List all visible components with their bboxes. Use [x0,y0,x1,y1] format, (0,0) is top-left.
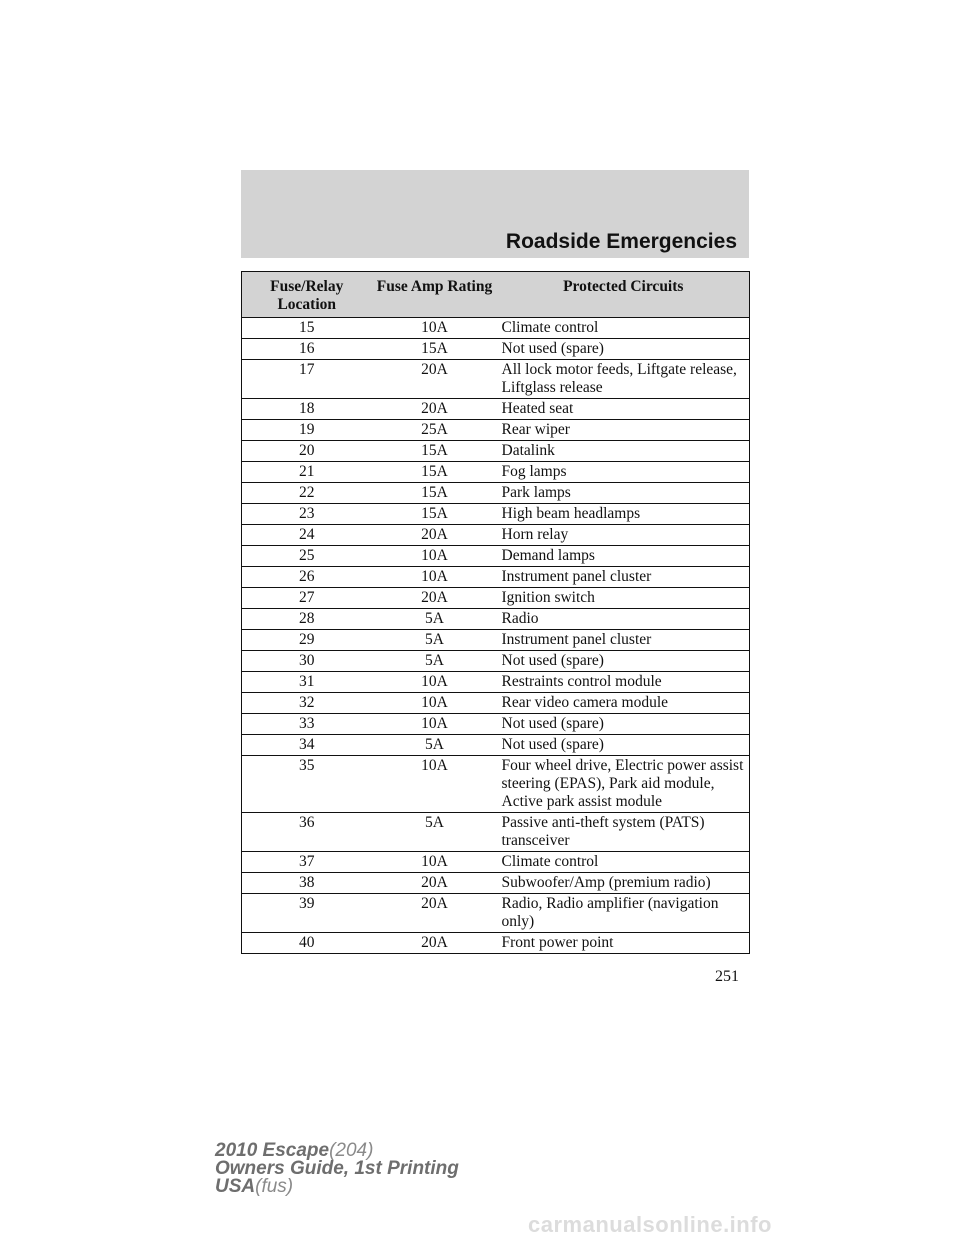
table-row [242,693,750,714]
cell-circuits: Park lamps [498,483,750,504]
cell-circuits: Datalink [498,441,750,462]
cell-rating: 15A [372,483,498,504]
cell-location: 31 [242,672,372,693]
footer-market: USA [215,1176,256,1197]
cell-circuits: Not used (spare) [498,339,750,360]
cell-location: 39 [242,894,372,933]
table-row [242,873,750,894]
cell-rating: 5A [372,609,498,630]
cell-location: 29 [242,630,372,651]
cell-location: 35 [242,756,372,813]
cell-circuits: Four wheel drive, Electric power assist steering (EPAS), Park aid module, Active park assist module [498,756,750,813]
cell-rating: 5A [372,735,498,756]
cell-rating: 20A [372,873,498,894]
cell-location: 18 [242,399,372,420]
table-row [242,441,750,462]
cell-circuits: Climate control [498,852,750,873]
cell-location: 17 [242,360,372,399]
cell-location: 27 [242,588,372,609]
cell-location: 40 [242,933,372,954]
table-row [242,546,750,567]
footer-line-3 [215,1178,459,1196]
footer-model-code: (204) [329,1140,374,1161]
cell-circuits: High beam headlamps [498,504,750,525]
cell-rating: 15A [372,339,498,360]
cell-rating: 20A [372,588,498,609]
column-header-rating: Fuse Amp Rating [372,272,498,318]
table-row [242,933,750,954]
cell-circuits: Fog lamps [498,462,750,483]
cell-circuits: All lock motor feeds, Liftgate release, Liftglass release [498,360,750,399]
cell-location: 21 [242,462,372,483]
cell-rating: 20A [372,894,498,933]
cell-location: 20 [242,441,372,462]
table-row [242,714,750,735]
fuse-table [241,271,750,954]
table-body [242,318,750,954]
column-header-circuits: Protected Circuits [498,272,750,318]
section-header-band [241,170,749,258]
table-row [242,504,750,525]
cell-location: 36 [242,813,372,852]
table-row [242,567,750,588]
cell-circuits: Not used (spare) [498,714,750,735]
cell-circuits: Heated seat [498,399,750,420]
cell-rating: 20A [372,525,498,546]
cell-circuits: Rear wiper [498,420,750,441]
cell-rating: 5A [372,813,498,852]
watermark: carmanualsonline.info [528,1212,772,1237]
cell-circuits: Instrument panel cluster [498,630,750,651]
cell-location: 23 [242,504,372,525]
cell-rating: 10A [372,567,498,588]
cell-circuits: Radio, Radio amplifier (navigation only) [498,894,750,933]
footer-market-code: (fus) [255,1176,294,1197]
cell-circuits: Rear video camera module [498,693,750,714]
table-row [242,462,750,483]
cell-circuits: Subwoofer/Amp (premium radio) [498,873,750,894]
cell-circuits: Radio [498,609,750,630]
footer-line-2: Owners Guide, 1st Printing [215,1158,459,1179]
table-header-row [242,272,750,318]
cell-rating: 15A [372,504,498,525]
cell-location: 33 [242,714,372,735]
cell-location: 30 [242,651,372,672]
section-title: Roadside Emergencies [505,230,737,253]
cell-circuits: Instrument panel cluster [498,567,750,588]
table-row [242,609,750,630]
table-row [242,525,750,546]
table-row [242,852,750,873]
cell-location: 28 [242,609,372,630]
table-row [242,735,750,756]
cell-rating: 20A [372,360,498,399]
cell-location: 25 [242,546,372,567]
cell-circuits: Passive anti-theft system (PATS) transceiver [498,813,750,852]
table-row [242,483,750,504]
cell-rating: 25A [372,420,498,441]
cell-location: 34 [242,735,372,756]
cell-location: 38 [242,873,372,894]
cell-location: 19 [242,420,372,441]
cell-circuits: Ignition switch [498,588,750,609]
column-header-location: Fuse/Relay Location [242,272,372,318]
table-row [242,339,750,360]
table-row [242,651,750,672]
table-row [242,399,750,420]
cell-location: 15 [242,318,372,339]
cell-rating: 10A [372,693,498,714]
cell-location: 16 [242,339,372,360]
cell-location: 32 [242,693,372,714]
print-footer [215,1142,459,1196]
cell-rating: 10A [372,714,498,735]
cell-rating: 5A [372,630,498,651]
table-row [242,360,750,399]
table-row [242,588,750,609]
cell-rating: 15A [372,462,498,483]
cell-rating: 5A [372,651,498,672]
table-row [242,630,750,651]
cell-rating: 10A [372,318,498,339]
cell-rating: 20A [372,399,498,420]
cell-rating: 10A [372,852,498,873]
cell-circuits: Front power point [498,933,750,954]
cell-location: 22 [242,483,372,504]
table-row [242,813,750,852]
cell-location: 24 [242,525,372,546]
cell-rating: 10A [372,756,498,813]
cell-circuits: Restraints control module [498,672,750,693]
table-row [242,672,750,693]
table-row [242,756,750,813]
cell-circuits: Demand lamps [498,546,750,567]
cell-rating: 10A [372,672,498,693]
cell-rating: 20A [372,933,498,954]
cell-rating: 10A [372,546,498,567]
footer-model: 2010 Escape [215,1140,330,1161]
cell-rating: 15A [372,441,498,462]
cell-circuits: Not used (spare) [498,735,750,756]
cell-location: 37 [242,852,372,873]
cell-circuits: Horn relay [498,525,750,546]
cell-circuits: Climate control [498,318,750,339]
table-row [242,318,750,339]
cell-circuits: Not used (spare) [498,651,750,672]
page-number: 251 [715,968,739,985]
cell-location: 26 [242,567,372,588]
table-row [242,420,750,441]
table-row [242,894,750,933]
